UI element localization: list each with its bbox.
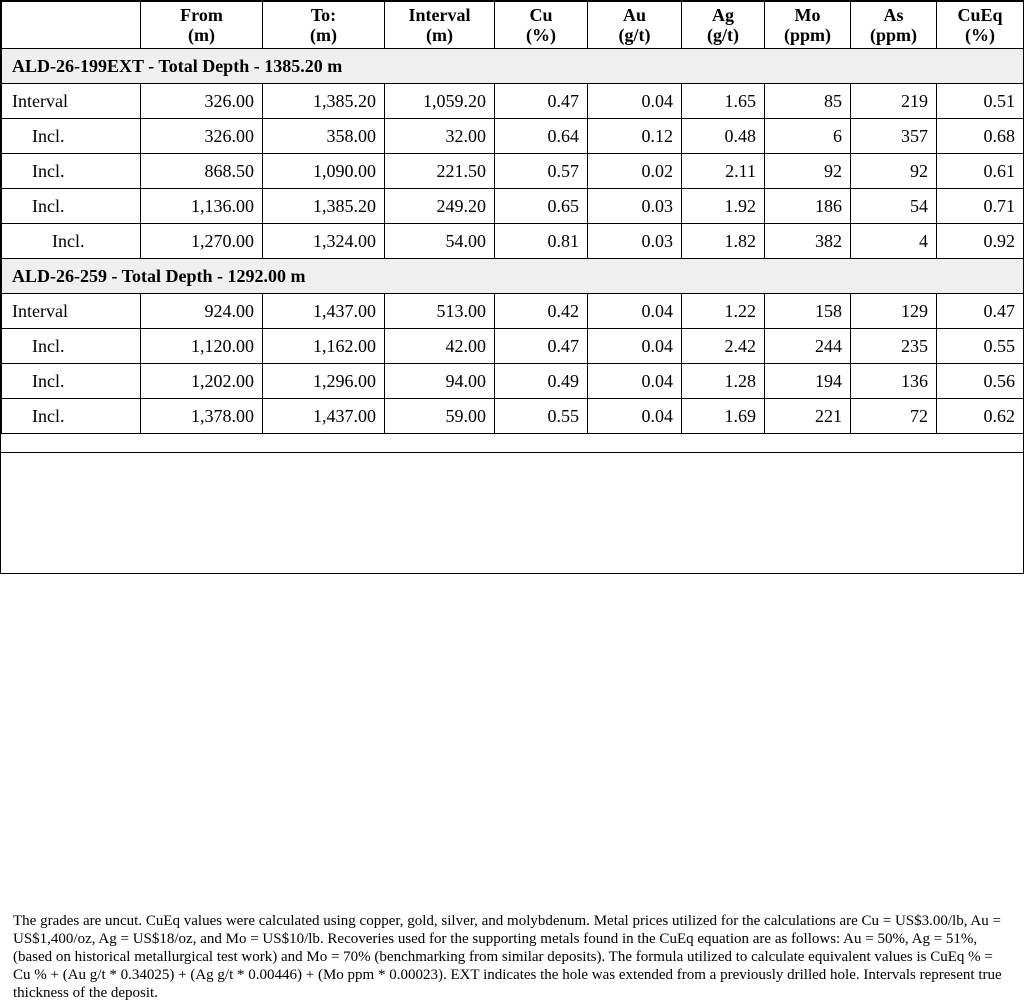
notes-box [1,452,1023,1001]
table-row [2,154,1024,189]
cell-au: 0.04 [588,84,682,119]
row-label: Incl. [2,364,141,399]
cell-cueq: 0.47 [937,294,1024,329]
table-row [2,399,1024,434]
cell-interval: 59.00 [385,399,495,434]
header-cell-to: To: (m) [263,2,385,49]
cell-from: 1,136.00 [141,189,263,224]
header-cell-interval: Interval (m) [385,2,495,49]
header-cell-cu: Cu (%) [495,2,588,49]
cell-mo: 221 [765,399,851,434]
table-row [2,84,1024,119]
cell-au: 0.04 [588,329,682,364]
cell-cu: 0.65 [495,189,588,224]
cell-interval: 1,059.20 [385,84,495,119]
cell-to: 1,296.00 [263,364,385,399]
cell-cu: 0.42 [495,294,588,329]
cell-ag: 0.48 [682,119,765,154]
row-label: Incl. [2,329,141,364]
cell-mo: 85 [765,84,851,119]
cell-ag: 1.69 [682,399,765,434]
cell-cueq: 0.92 [937,224,1024,259]
cell-au: 0.03 [588,224,682,259]
cell-to: 1,090.00 [263,154,385,189]
cell-cu: 0.47 [495,84,588,119]
cell-interval: 54.00 [385,224,495,259]
table-body [2,49,1024,434]
row-label: Interval [2,294,141,329]
cell-cueq: 0.62 [937,399,1024,434]
cell-mo: 158 [765,294,851,329]
cell-interval: 513.00 [385,294,495,329]
cell-to: 358.00 [263,119,385,154]
section-title: ALD-26-199EXT - Total Depth - 1385.20 m [2,49,1024,84]
cell-as: 72 [851,399,937,434]
cell-interval: 94.00 [385,364,495,399]
cell-cu: 0.47 [495,329,588,364]
section-title: ALD-26-259 - Total Depth - 1292.00 m [2,259,1024,294]
table-footnote: The grades are uncut. CuEq values were calculated using copper, gold, silver, and molybdenum. Metal prices utilized for the calculations are Cu = US$3.00/lb, Au = US$1,400/oz, Ag = US$18/oz, and Mo = US$10/lb. Recoveries used for the supporting metals found in the CuEq equation are as follows: Au = 50%, Ag = 51%, (based on historical metallurgical test work) and Mo = 70% (benchmarking from similar deposits). The formula utilized to calculate equivalent values is CuEq % = Cu % + (Au g/t * 0.34025) + (Ag g/t * 0.00446) + (Mo ppm * 0.00023). EXT indicates the hole was extended from a previously drilled hole. Intervals represent true thickness of the deposit. [13,913,1002,1001]
cell-as: 4 [851,224,937,259]
header-cell-au: Au (g/t) [588,2,682,49]
cell-au: 0.04 [588,294,682,329]
cell-ag: 2.11 [682,154,765,189]
header-cell-as: As (ppm) [851,2,937,49]
cell-cu: 0.49 [495,364,588,399]
cell-as: 357 [851,119,937,154]
cell-mo: 6 [765,119,851,154]
row-label: Incl. [2,399,141,434]
table-row [2,329,1024,364]
header-cell-label [2,2,141,49]
header-cell-cueq: CuEq (%) [937,2,1024,49]
cell-cueq: 0.68 [937,119,1024,154]
cell-ag: 1.22 [682,294,765,329]
section-header-row [2,49,1024,84]
cell-cu: 0.81 [495,224,588,259]
table-row [2,224,1024,259]
cell-from: 1,378.00 [141,399,263,434]
cell-from: 1,120.00 [141,329,263,364]
cell-au: 0.04 [588,364,682,399]
cell-cu: 0.57 [495,154,588,189]
cell-from: 868.50 [141,154,263,189]
cell-to: 1,437.00 [263,294,385,329]
cell-mo: 194 [765,364,851,399]
cell-interval: 42.00 [385,329,495,364]
row-label: Incl. [2,224,141,259]
cell-interval: 221.50 [385,154,495,189]
cell-mo: 244 [765,329,851,364]
cell-to: 1,324.00 [263,224,385,259]
cell-to: 1,437.00 [263,399,385,434]
cell-au: 0.12 [588,119,682,154]
cell-from: 1,202.00 [141,364,263,399]
cell-interval: 32.00 [385,119,495,154]
cell-interval: 249.20 [385,189,495,224]
cell-from: 924.00 [141,294,263,329]
cell-au: 0.02 [588,154,682,189]
section-header-row [2,259,1024,294]
header-cell-mo: Mo (ppm) [765,2,851,49]
row-label: Interval [2,84,141,119]
table-row [2,294,1024,329]
cell-cu: 0.64 [495,119,588,154]
cell-mo: 186 [765,189,851,224]
cell-mo: 92 [765,154,851,189]
cell-as: 219 [851,84,937,119]
cell-to: 1,385.20 [263,189,385,224]
table-row [2,119,1024,154]
cell-cueq: 0.56 [937,364,1024,399]
cell-au: 0.04 [588,399,682,434]
cell-from: 1,270.00 [141,224,263,259]
cell-ag: 2.42 [682,329,765,364]
cell-as: 136 [851,364,937,399]
cell-from: 326.00 [141,119,263,154]
cell-ag: 1.92 [682,189,765,224]
cell-cueq: 0.55 [937,329,1024,364]
cell-to: 1,385.20 [263,84,385,119]
row-label: Incl. [2,189,141,224]
header-row [2,2,1024,49]
cell-au: 0.03 [588,189,682,224]
cell-cu: 0.55 [495,399,588,434]
cell-as: 92 [851,154,937,189]
table-row [2,364,1024,399]
cell-cueq: 0.71 [937,189,1024,224]
cell-cueq: 0.51 [937,84,1024,119]
table-row [2,189,1024,224]
cell-as: 235 [851,329,937,364]
cell-to: 1,162.00 [263,329,385,364]
cell-ag: 1.28 [682,364,765,399]
cell-from: 326.00 [141,84,263,119]
row-label: Incl. [2,154,141,189]
cell-ag: 1.82 [682,224,765,259]
cell-ag: 1.65 [682,84,765,119]
cell-as: 129 [851,294,937,329]
cell-as: 54 [851,189,937,224]
row-label: Incl. [2,119,141,154]
cell-mo: 382 [765,224,851,259]
header-cell-from: From (m) [141,2,263,49]
header-cell-ag: Ag (g/t) [682,2,765,49]
cell-cueq: 0.61 [937,154,1024,189]
drill-results-table [1,1,1024,434]
